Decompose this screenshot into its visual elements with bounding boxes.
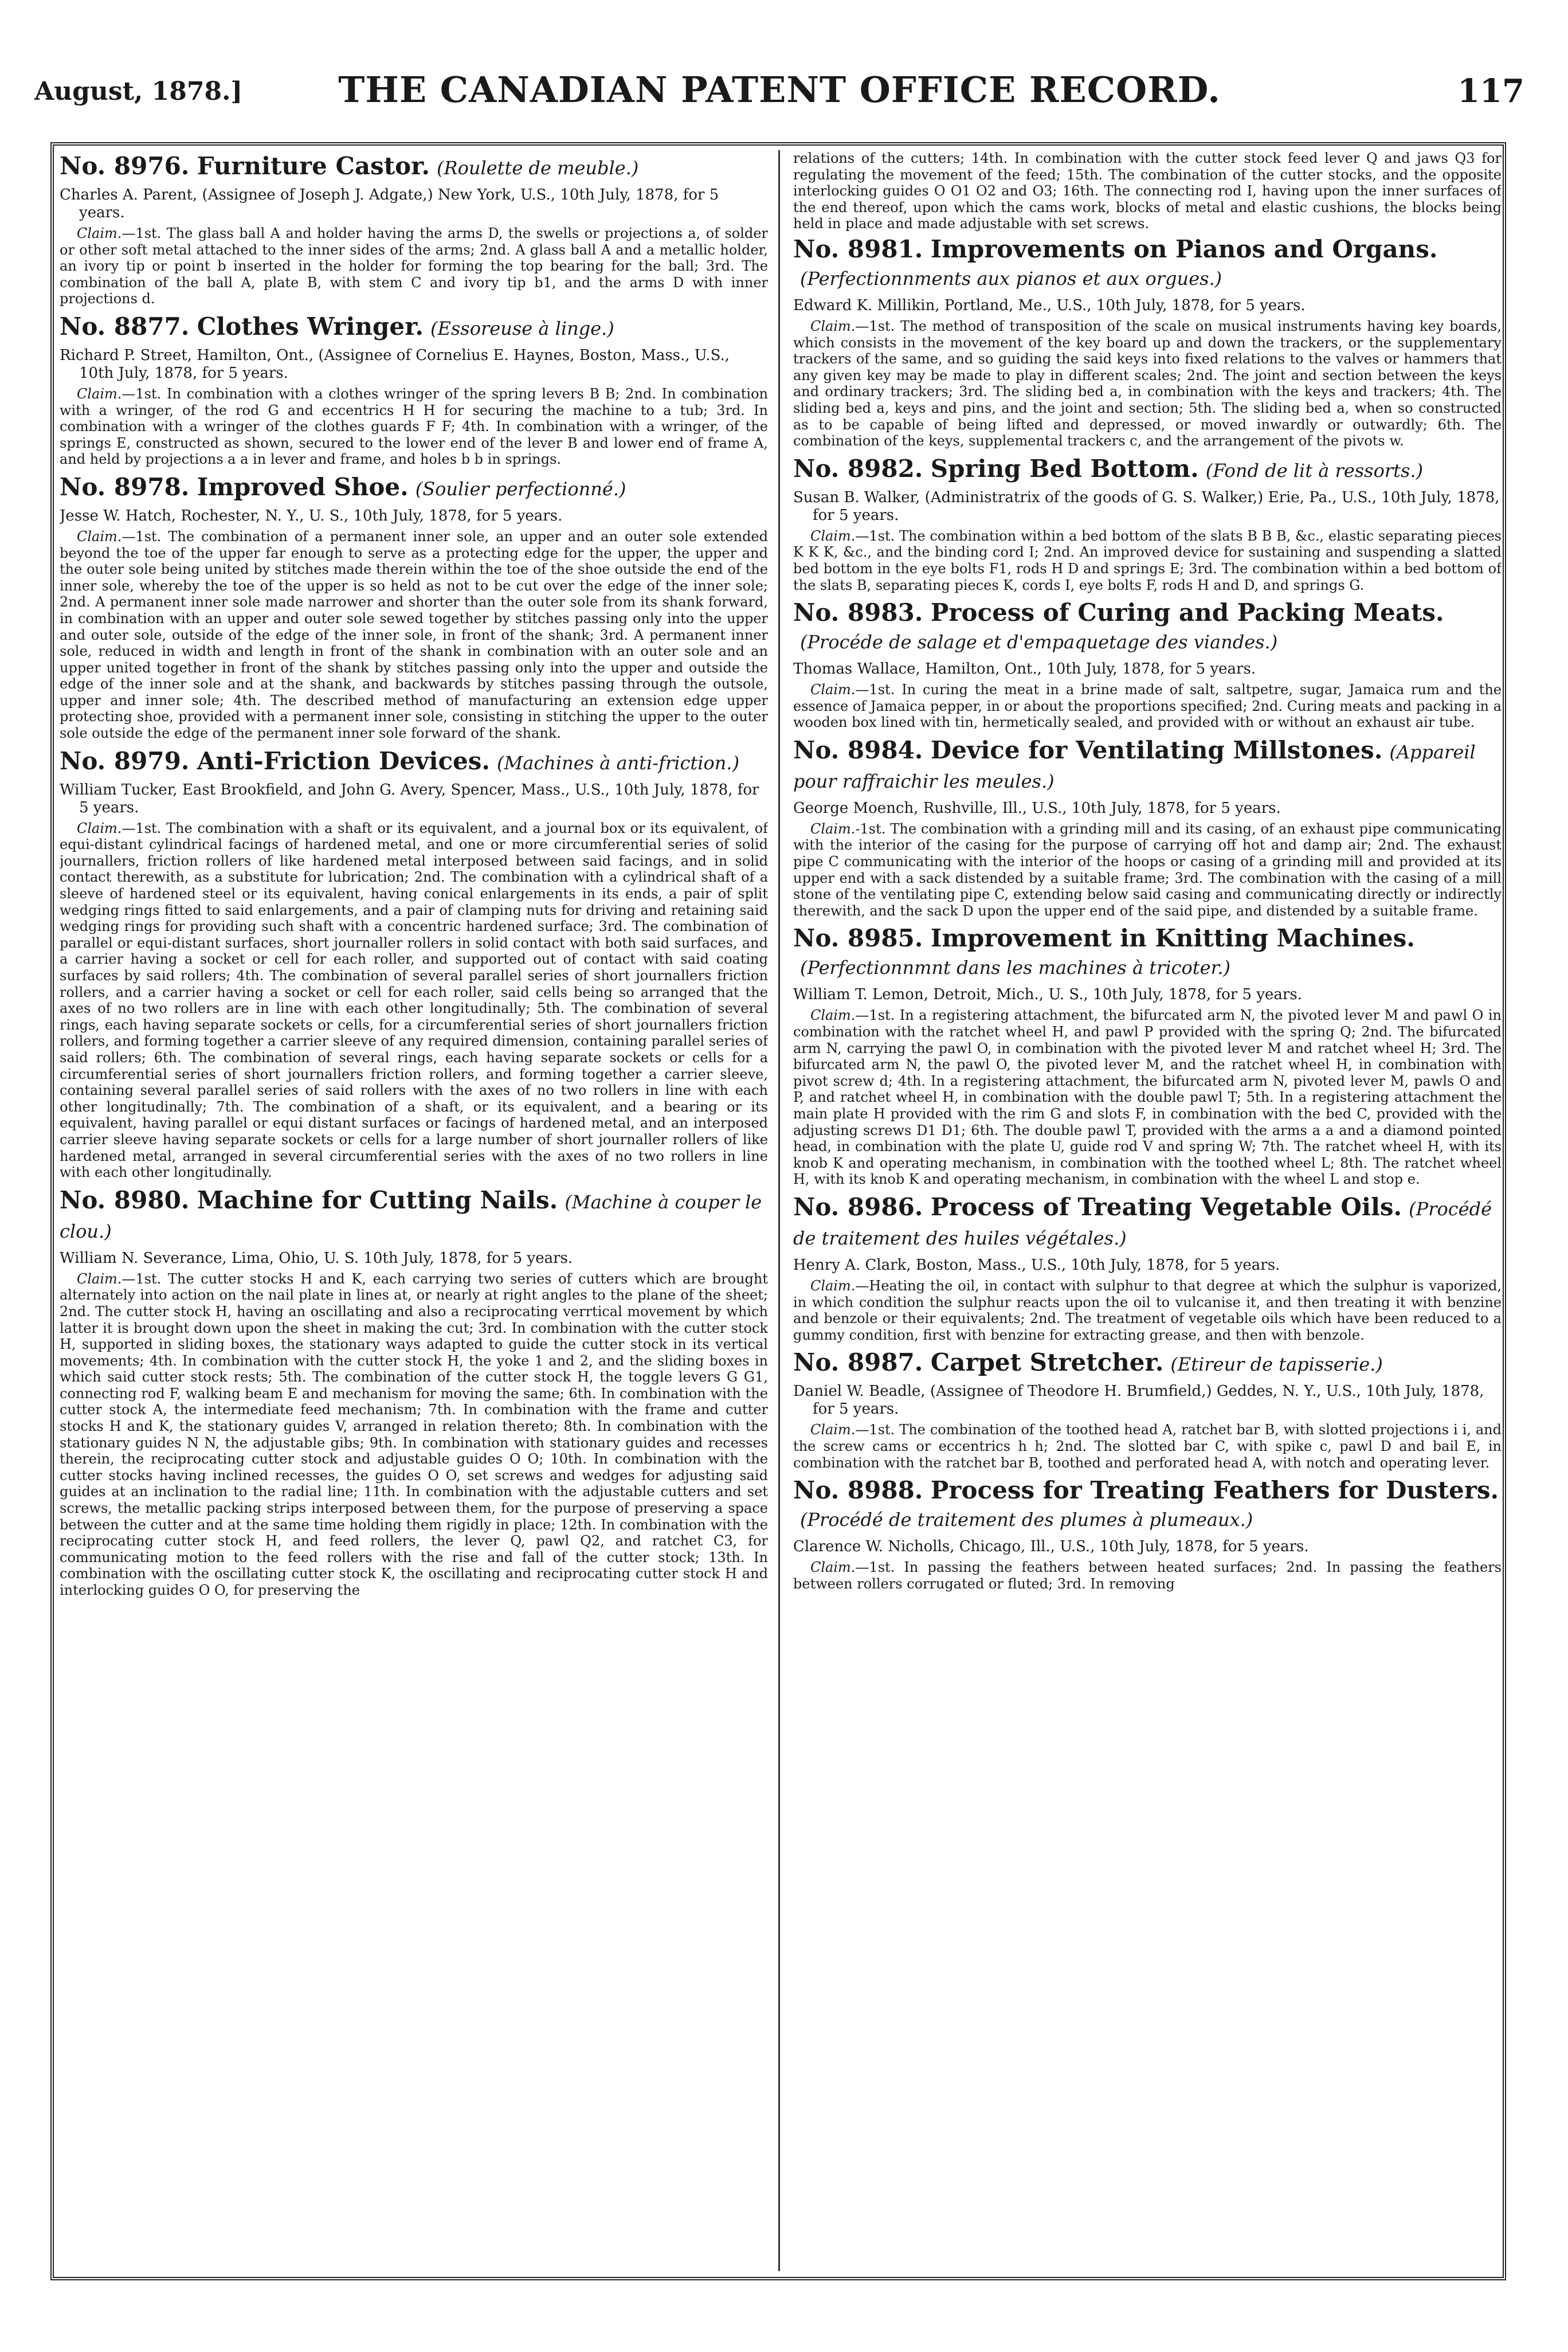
- entry-title: [793, 737, 1502, 795]
- claim-text: [60, 225, 768, 307]
- claim-body: —1st. The method of transposition of the scale on musical instruments having key boards, which consists in the movement of the key board up and down the trackers, or the supplementary trackers of the same, and so guiding the said keys into fixed relations to the valves or hammers that any given key may be made to play in different scales; 2nd. The joint and section between the keys and ordinary trackers; 3rd. The sliding bed a, in combination with the keys and trackers; 4th. The sliding bed a, keys and pins, and the joint and section; 5th. The sliding bed a, when so constructed as to be capable of being lifted and depressed, or moved inwardly or outwardly; 6th. The combination of the keys, supplemental trackers c, and the arrangement of the pivots w.: [793, 318, 1502, 449]
- patent-number: No. 8978.: [60, 472, 190, 501]
- patent-name: Device for Ventilating Millstones.: [930, 735, 1383, 764]
- patent-entry-8987: [793, 1349, 1502, 1471]
- patent-number: No. 8987.: [793, 1348, 923, 1377]
- patent-number: No. 8980.: [60, 1185, 190, 1214]
- applicant: Henry A. Clark, Boston, Mass., U.S., 10th July, 1878, for 5 years.: [793, 1256, 1280, 1274]
- claim-body: —1st. The combination of a permanent inner sole, an upper and an outer sole extended beyond the toe of the upper far enough to serve as a protecting edge for the upper, the upper and the outer sole being united by stitches made therein within the toe of the shoe outside the end of the inner sole, whereby the toe of the upper is so held as not to be cut over the edge of the inner sole; 2nd. A permanent inner sole made narrower and shorter than the outer sole from its shank forward, in combination with an upper and outer sole sewed together by stitches passing only into the upper and outer sole, outside of the edge of the inner sole, in front of the shank; 3rd. A permanent inner sole, reduced in width and length in front of the shank in combination with an outer sole and an upper united together in front of the shank by stitches passing only into the upper and outside the edge of the inner sole and at the shank, and backwards by stitches passing through the outsole, upper and inner sole; 4th. The described method of manufacturing an extension edge upper protecting shoe, provided with a permanent inner sole, consisting in stitching the upper to the outer sole outside the edge of the permanent inner sole forward of the shank.: [60, 528, 768, 742]
- patent-name: Clothes Wringer.: [197, 312, 424, 341]
- claim-label: Claim.: [77, 820, 122, 836]
- patent-entry-8984: [793, 737, 1502, 919]
- patent-name: Process of Curing and Packing Meats.: [930, 598, 1444, 627]
- patent-name: Improvements on Pianos and Organs.: [930, 234, 1438, 263]
- left-column: [60, 150, 768, 2271]
- patent-name: Machine for Cutting Nails.: [197, 1185, 558, 1214]
- patent-name: Spring Bed Bottom.: [930, 454, 1199, 483]
- entry-title: [793, 236, 1502, 292]
- patent-name: Anti-Friction Devices.: [197, 746, 491, 775]
- claim-body: —1st. The combination with a shaft or its equivalent, and a journal box or its equivalent, of equi-distant cylindrical facings of hardened metal, and one or more circumferential series of solid journallers, friction rollers of like hardened metal interposed between said facings, and in solid contact therewith, as a substitute for lubrication; 2nd. The combination with a cylindrical shaft of a sleeve of hardened steel or its equivalent, having conical enlargements in its ends, a pair of split wedging rings fitted to said enlargements, and a pair of clamping nuts for driving and retaining said wedging rings for providing such shaft with a concentric hardened surface; 3rd. The combination of parallel or equi-distant surfaces, short journaller rollers in solid contact with both said surfaces, and a carrier having a socket or cell for each roller, and supported out of contact with said coating surfaces by said rollers; 4th. The combination of several parallel series of short journallers friction rollers, and a carrier having a socket or cell for each roller, said cells being so arranged that the axes of no two rollers are in line with each other longitudinally; 5th. The combination of several rings, each having separate sockets or cells, for a circumferential series of short journallers friction rollers, and forming together a carrier sleeve of any required dimension, containing parallel series of said rollers; 6th. The combination of several rings, each having separate sockets or cells for a circumferential series of short journallers friction rollers, and forming together a carrier sleeve, containing several parallel series of said rollers with the axes of no two rollers in line with each other longitudinally; 7th. The combination of a shaft, or its equivalent, and a bearing or its equivalent, having parallel or equi distant surfaces or facings of hardened metal, and an interposed carrier sleeve having separate sockets or cells for a large number of short journaller rollers of like hardened metal, arranged in several circumferential series with the axes of no two rollers in line with each other longitudinally.: [60, 820, 768, 1181]
- patent-number: No. 8877.: [60, 312, 190, 341]
- french-title: (Fond de lit à ressorts.): [1205, 459, 1424, 482]
- claim-text: [793, 821, 1502, 919]
- claim-body: —1st. The combination within a bed bottom of the slats B B B, &c., elastic separating pieces K K K, &c., and the binding cord I; 2nd. An improved device for sustaining and suspending a slatted bed bottom in the eye bolts F1, rods H D and springs E; 3rd. The combination within a bed bottom of the slats B, separating pieces K, cords I, eye bolts F, rods H and D, and springs G.: [793, 527, 1502, 593]
- french-title: (Perfectionnmnt dans les machines à tricoter.): [800, 957, 1230, 979]
- claim-label: Claim.: [810, 318, 856, 334]
- entry-title: [60, 1187, 768, 1245]
- applicant: William N. Severance, Lima, Ohio, U. S. 10th July, 1878, for 5 years.: [60, 1249, 573, 1267]
- claim-label: Claim.: [810, 1422, 856, 1438]
- claim-body: —1st. In combination with a clothes wringer of the spring levers B B; 2nd. In combination with a wringer, of the rod G and eccentrics H H for securing the machine to a tub; 3rd. In combination with a wringer of the clothes guards F F; 4th. In combination with a wringer, of the springs E, constructed as shown, secured to the lower end of the lever B and lower end of frame A, and held by projections a a in lever and frame, and holes b b in springs.: [60, 385, 768, 468]
- french-title: (Machines à anti-friction.): [497, 752, 740, 774]
- applicant: Susan B. Walker, (Administratrix of the goods of G. S. Walker,) Erie, Pa., U.S., 10th July, 1878, for 5 years.: [793, 488, 1500, 524]
- french-title: (Procédé de traitement des huiles végétales.): [793, 1197, 1492, 1249]
- entry-title: [793, 455, 1502, 484]
- french-title: (Procédé de traitement des plumes à plumeaux.): [800, 1509, 1253, 1531]
- publication-title: THE CANADIAN PATENT OFFICE RECORD.: [338, 69, 1221, 111]
- claim-body: -1st. The combination with a grinding mill and its casing, of an exhaust pipe communicating with the interior of the casing for the purpose of carrying off hot and damp air; 2nd. The exhaust pipe C communicating with the interior of the hoops or casing of a grinding mill and provided at its upper end with a sack distended by a suitable frame; 3rd. The combination with the casing of a mill stone of the ventilating pipe C, extending below said casing and communicating directly or indirectly therewith, and the sack D upon the upper end of the said pipe, and distended by a suitable frame.: [793, 820, 1502, 919]
- french-title: (Soulier perfectionné.): [415, 478, 626, 500]
- claim-text: [60, 820, 768, 1181]
- claim-body: —1st. The combination of the toothed head A, ratchet bar B, with slotted projections i i, and the screw cams or eccentrics h h; 2nd. The slotted bar C, with spike c, pawl D and bail E, in combination with the ratchet bar B, toothed and perforated head A, with notch and operating lever.: [793, 1422, 1502, 1471]
- claim-text: [793, 318, 1502, 449]
- entry-title: [793, 925, 1502, 981]
- patent-number: No. 8982.: [793, 454, 923, 483]
- patent-name: Process of Treating Vegetable Oils.: [930, 1192, 1402, 1221]
- applicant: Edward K. Millikin, Portland, Me., U.S., 10th July, 1878, for 5 years.: [793, 296, 1306, 314]
- claim-text: [60, 386, 768, 468]
- entry-title: [793, 1349, 1502, 1378]
- patent-number: No. 8983.: [793, 598, 923, 627]
- claim-text: [793, 1278, 1502, 1343]
- patent-number: No. 8979.: [60, 746, 190, 775]
- claim-label: Claim.: [810, 1559, 856, 1576]
- patent-number: No. 8984.: [793, 735, 923, 764]
- claim-body: —1st. The glass ball A and holder having the arms D, the swells or projections a, of solder or other soft metal attached to the inner sides of the arms; 2nd. A glass ball A and a metallic holder, an ivory tip or point b inserted in the holder for forming the top bearing for the ball; 3rd. The combination of the ball A, plate B, with stem C and ivory tip b1, and the arms D with inner projections d.: [60, 225, 768, 307]
- french-title: (Appareil pour raffraichir les meules.): [793, 741, 1476, 792]
- claim-body: —1st. In a registering attachment, the bifurcated arm N, the pivoted lever M and pawl O in combination with the ratchet wheel H, and pawl P provided with the spring Q; 2nd. The bifurcated arm N, carrying the pawl O, in combination with the pivoted lever M and ratchet wheel H; 3rd. The bifurcated arm N, the pawl O, the pivoted lever M, and the ratchet wheel H, in combination with pivot screw d; 4th. In a registering attachment, the bifurcated arm N, pivoted lever M, pawls O and P, and ratchet wheel H, in combination with the double pawl T; 5th. In a registering attachment the main plate H provided with the rim G and slots F, in combination with the bed C, provided with the adjusting screws D1 D1; 6th. The double pawl T, provided with the arms a a and a diamond pointed head, in combination with the plate U, guide rod V and spring W; 7th. The ratchet wheel H, with its knob K and operating mechanism, in combination with the toothed wheel L; 8th. The ratchet wheel H, with its knob K and operating mechanism, in combination with the wheel L and stop e.: [793, 1007, 1502, 1188]
- patent-number: No. 8976.: [60, 152, 190, 180]
- patent-number: No. 8986.: [793, 1192, 923, 1221]
- claim-body: —1st. In curing the meat in a brine made of salt, saltpetre, sugar, Jamaica rum and the essence of Jamaica pepper, in or about the proportions specified; 2nd. Curing meats and packing in a wooden box lined with tin, hermetically sealed, and provided with or without an exhaust air tube.: [793, 682, 1502, 731]
- entry-title: [793, 599, 1502, 656]
- patent-name: Process for Treating Feathers for Dusters.: [930, 1476, 1499, 1505]
- patent-entry-8988: [793, 1477, 1502, 1592]
- entry-title: [60, 473, 768, 503]
- patent-entry-8976: [60, 152, 768, 307]
- patent-name: Improved Shoe.: [197, 472, 409, 501]
- patent-entry-8982: [793, 455, 1502, 593]
- applicant: William Tucker, East Brookfield, and John G. Avery, Spencer, Mass., U.S., 10th July, 1878, for 5 years.: [60, 781, 759, 816]
- claim-label: Claim.: [810, 1277, 856, 1294]
- column-divider: [778, 150, 780, 2271]
- applicant: Richard P. Street, Hamilton, Ont., (Assignee of Cornelius E. Haynes, Boston, Mass., U.S., 10th July, 1878, for 5 years.: [60, 346, 730, 382]
- applicant: George Moench, Rushville, Ill., U.S., 10th July, 1878, for 5 years.: [793, 799, 1281, 817]
- applicant: Daniel W. Beadle, (Assignee of Theodore H. Brumfield,) Geddes, N. Y., U.S., 10th July, 1878, for 5 years.: [793, 1383, 1484, 1418]
- entry-title: [793, 1193, 1502, 1252]
- patent-entry-8983: [793, 599, 1502, 731]
- claim-text: [793, 1007, 1502, 1188]
- continued-claim-8980: relations of the cutters; 14th. In combination with the cutter stock feed lever Q and jaws Q3 for regulating the movement of the feed; 15th. The combination of the cutter stocks, and the opposite interlocking guides O O1 O2 and O3; 16th. The connecting rod I, having upon the inner surfaces of the end thereof, upon which the cams work, blocks of metal and elastic cushions, the blocks being held in place and made adjustable with set screws.: [793, 150, 1502, 232]
- claim-body: —Heating the oil, in contact with sulphur to that degree at which the sulphur is vaporized, in which condition the sulphur reacts upon the oil to vulcanise it, and then treating it with benzine and benzole or their equivalents; 2nd. The treatment of vegetable oils which have been reduced to a gummy condition, first with benzine for extracting grease, and then with benzole.: [793, 1277, 1502, 1343]
- patent-number: No. 8981.: [793, 234, 923, 263]
- claim-text: [60, 529, 768, 742]
- french-title: (Essoreuse à linge.): [430, 317, 614, 339]
- claim-body: —1st. The cutter stocks H and K, each carrying two series of cutters which are brought alternately into action on the nail plate in lines at, or nearly at right angles to the plane of the sheet; 2nd. The cutter stock H, having an oscillating and also a reciprocating verrtical movement by which latter it is brought down upon the sheet in making the cut; 3rd. In combination with the cutter stock H, supported in sliding boxes, the stationary ways adapted to guide the cutter stock in its vertical movements; 4th. In combination with the cutter stock H, the yoke 1 and 2, and the sliding boxes in which said cutter stock rests; 5th. The combination of the cutter stock H, the toggle levers G G1, connecting rod F, walking beam E and mechanism for moving the same; 6th. In combination with the cutter stock A, the intermediate feed mechanism; 7th. In combination with the frame and cutter stocks H and K, the stationary guides V, arranged in relation thereto; 8th. In combination with the stationary guides N N, the adjustable gibs; 9th. In combination with stationary guides and recesses therein, the reciprocating cutter stock and adjustable guides O O; 10th. In combination with the cutter stocks having inclined recesses, the guides O O, set screws and wedges for adjusting said guides at an inclination to the radial line; 11th. In combination with the adjustable cutters and set screws, the metallic packing strips interposed between them, for the purpose of preserving a space between the cutter and at the same time holding them rigidly in place; 12th. In combination with the reciprocating cutter stock H, and feed rollers, the lever Q, pawl Q2, and ratchet C3, for communicating motion to the feed rollers with the rise and fall of the cutter stock; 13th. In combination with the oscillating cutter stock K, the oscillating and reciprocating cutter stock H and interlocking guides O O, for preserving the: [60, 1270, 768, 1598]
- claim-text: [793, 1559, 1502, 1592]
- patent-entry-8986: [793, 1193, 1502, 1343]
- claim-label: Claim.: [77, 528, 122, 545]
- applicant: Jesse W. Hatch, Rochester, N. Y., U. S., 10th July, 1878, for 5 years.: [60, 507, 563, 525]
- entry-title: [793, 1477, 1502, 1533]
- applicant: Thomas Wallace, Hamilton, Ont., 10th July, 1878, for 5 years.: [793, 660, 1256, 678]
- patent-name: Improvement in Knitting Machines.: [930, 924, 1415, 953]
- page-header: [34, 69, 1524, 126]
- claim-text: [60, 1271, 768, 1599]
- patent-entry-8978: [60, 473, 768, 742]
- page-number: 117: [1457, 72, 1524, 110]
- claim-label: Claim.: [810, 527, 856, 544]
- patent-entry-8981: [793, 236, 1502, 449]
- french-title: (Machine à couper le clou.): [60, 1191, 762, 1242]
- patent-entry-8980: [60, 1187, 768, 1599]
- entry-title: [60, 748, 768, 777]
- french-title: (Perfectionnments aux pianos et aux orgues.): [800, 267, 1222, 289]
- patent-entry-8877: [60, 313, 768, 468]
- entry-title: [60, 152, 768, 182]
- patent-name: Carpet Stretcher.: [930, 1348, 1164, 1377]
- claim-text: [793, 682, 1502, 731]
- patent-number: No. 8988.: [793, 1476, 923, 1505]
- entry-title: [60, 313, 768, 342]
- patent-entry-8979: [60, 748, 768, 1181]
- patent-number: No. 8985.: [793, 924, 923, 953]
- patent-entry-8985: [793, 925, 1502, 1188]
- french-title: (Etireur de tapisserie.): [1170, 1353, 1383, 1376]
- claim-label: Claim.: [810, 1007, 856, 1024]
- issue-date: August, 1878.]: [34, 77, 243, 106]
- claim-label: Claim.: [810, 682, 856, 698]
- french-title: (Procéde de salage et d'empaquetage des viandes.): [800, 631, 1278, 653]
- patent-name: Furniture Castor.: [197, 152, 430, 180]
- claim-text: [793, 528, 1502, 593]
- claim-label: Claim.: [810, 820, 856, 837]
- claim-label: Claim.: [77, 225, 122, 241]
- applicant: Charles A. Parent, (Assignee of Joseph J. Adgate,) New York, U.S., 10th July, 1878, for 5 years.: [60, 186, 719, 221]
- french-title: (Roulette de meuble.): [437, 157, 639, 179]
- claim-text: [793, 1422, 1502, 1471]
- applicant: William T. Lemon, Detroit, Mich., U. S., 10th July, 1878, for 5 years.: [793, 986, 1302, 1004]
- applicant: Clarence W. Nicholls, Chicago, Ill., U.S., 10th July, 1878, for 5 years.: [793, 1538, 1309, 1556]
- right-column: [793, 150, 1502, 2271]
- claim-label: Claim.: [77, 1270, 122, 1287]
- claim-label: Claim.: [77, 385, 122, 402]
- claim-body: —1st. In passing the feathers between heated surfaces; 2nd. In passing the feathers between rollers corrugated or fluted; 3rd. In removing: [793, 1559, 1502, 1592]
